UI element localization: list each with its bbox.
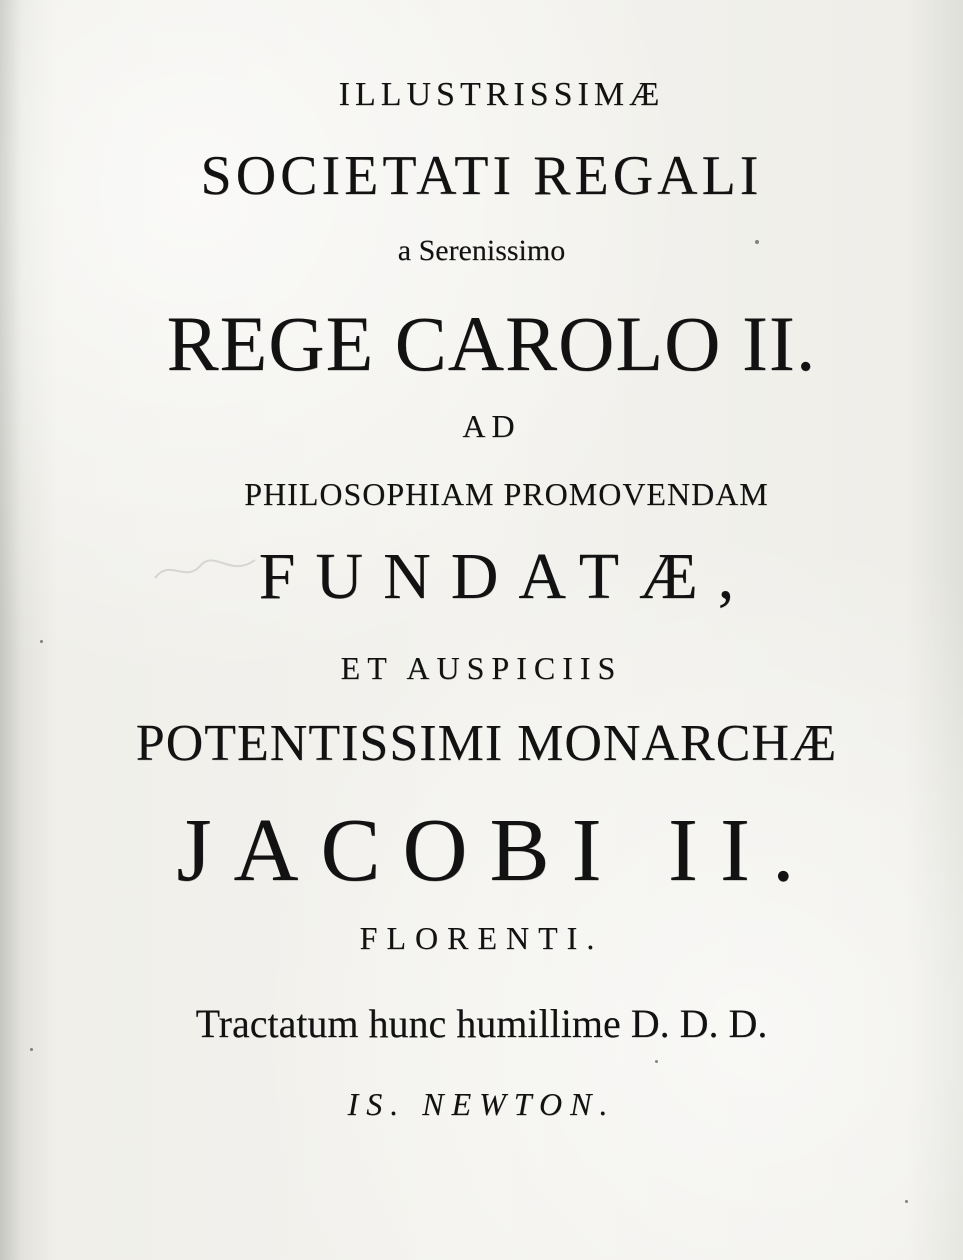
line-florenti: FLORENTI. (359, 920, 604, 956)
ink-speck (30, 1048, 33, 1051)
line-jacobi-ii: JACOBI II. (176, 801, 817, 900)
line-fundatae: FUNDATÆ, (258, 540, 755, 613)
line-author-newton: IS. NEWTON. (347, 1086, 616, 1122)
line-ad: AD (462, 408, 521, 444)
line-philosophiam-promovendam: PHILOSOPHIAM PROMOVENDAM (244, 476, 769, 512)
line-rege-carolo: REGE CAROLO II. (166, 300, 817, 387)
line-tractatum-dedication: Tractatum hunc humillime D. D. D. (195, 1001, 768, 1046)
ink-speck (905, 1200, 908, 1203)
line-illustrissimae: ILLUSTRISSIMÆ (338, 76, 665, 113)
line-potentissimi-monarchae: POTENTISSIMI MONARCHÆ (135, 715, 838, 772)
line-societati-regali: SOCIETATI REGALI (200, 145, 763, 207)
line-a-serenissimo: a Serenissimo (397, 234, 566, 267)
line-et-auspiciis: ET AUSPICIIS (340, 650, 623, 686)
ink-speck (655, 1060, 658, 1063)
ink-speck (40, 640, 43, 643)
ink-speck (755, 240, 759, 244)
